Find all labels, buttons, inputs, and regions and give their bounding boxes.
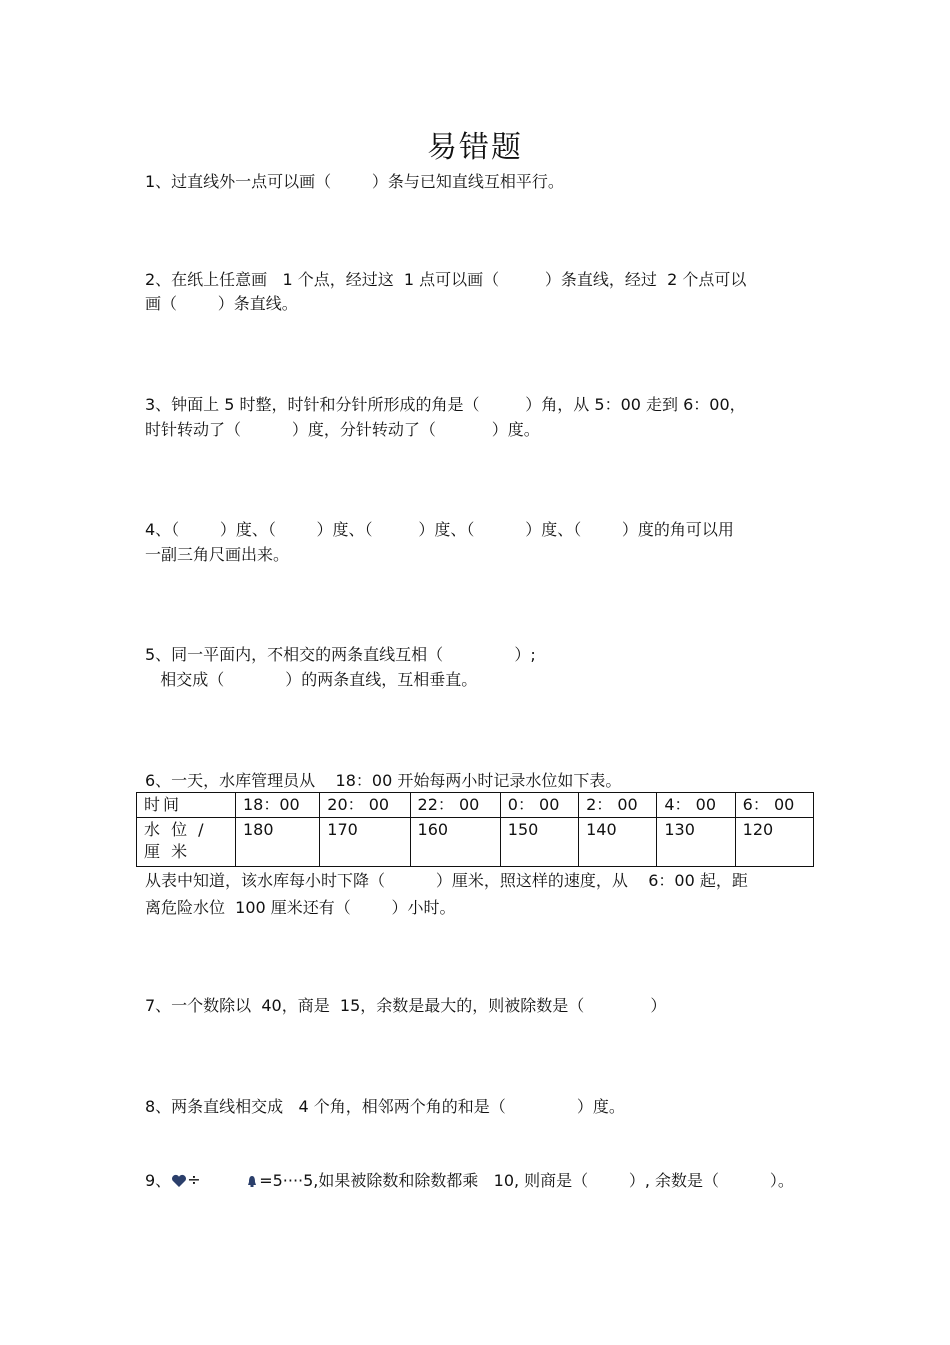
table-cell: 2： 00 [579, 793, 657, 818]
bell-icon [247, 1175, 257, 1187]
table-cell: 150 [500, 818, 578, 867]
table-cell: 18：00 [236, 793, 320, 818]
question-3-line-2: 时针转动了（ ）度，分针转动了（ ）度。 [145, 420, 540, 439]
question-2-line-2: 画（ ）条直线。 [145, 294, 298, 313]
question-9-text: =5····5,如果被除数和除数都乘 10, 则商是（ ）, 余数是（ ）。 [259, 1171, 794, 1190]
table-cell: 4： 00 [657, 793, 735, 818]
question-9 [145, 1171, 794, 1191]
table-cell: 22： 00 [410, 793, 500, 818]
question-4-line-2: 一副三角尺画出来。 [145, 545, 290, 564]
table-cell: 130 [657, 818, 735, 867]
table-cell: 0： 00 [500, 793, 578, 818]
page-title: 易错题 [427, 130, 523, 165]
divide-sign: ÷ [187, 1170, 201, 1189]
question-5-line-1: 5、同一平面内，不相交的两条直线互相（ ）; [145, 645, 536, 664]
table-cell: 120 [735, 818, 813, 867]
question-9-symbols [171, 1171, 259, 1191]
question-3-line-1: 3、钟面上 5 时整，时针和分针所形成的角是（ ）角，从 5：00 走到 6：00， [145, 395, 746, 414]
question-9-prefix: 9、 [145, 1171, 172, 1190]
question-8: 8、两条直线相交成 4 个角，相邻两个角的和是（ ）度。 [145, 1097, 625, 1116]
question-6-intro: 6、一天，水库管理员从 18：00 开始每两小时记录水位如下表。 [145, 771, 622, 790]
table-header-time: 时间 [137, 793, 236, 818]
table-row-time [137, 793, 814, 818]
question-6-line-2: 离危险水位 100 厘米还有（ ）小时。 [145, 898, 456, 917]
table-cell: 160 [410, 818, 500, 867]
heart-icon [171, 1174, 187, 1188]
question-7: 7、一个数除以 40，商是 15，余数是最大的，则被除数是（ ） [145, 996, 667, 1015]
table-row-level [137, 818, 814, 867]
question-5-line-2: 相交成（ ）的两条直线，互相垂直。 [145, 670, 478, 689]
table-header-level: 水 位 / 厘 米 [137, 818, 236, 867]
table-cell: 170 [320, 818, 410, 867]
table-cell: 180 [236, 818, 320, 867]
question-1: 1、过直线外一点可以画（ ）条与已知直线互相平行。 [145, 172, 564, 191]
question-2-line-1: 2、在纸上任意画 1 个点，经过这 1 点可以画（ ）条直线，经过 2 个点可以 [145, 270, 747, 289]
water-level-table [136, 792, 814, 867]
question-4-line-1: 4、（ ）度、（ ）度、（ ）度、（ ）度、（ ）度的角可以用 [145, 520, 734, 539]
table-cell: 140 [579, 818, 657, 867]
table-cell: 6： 00 [735, 793, 813, 818]
table-cell: 20： 00 [320, 793, 410, 818]
question-6-line-1: 从表中知道，该水库每小时下降（ ）厘米，照这样的速度，从 6：00 起，距 [145, 871, 748, 890]
